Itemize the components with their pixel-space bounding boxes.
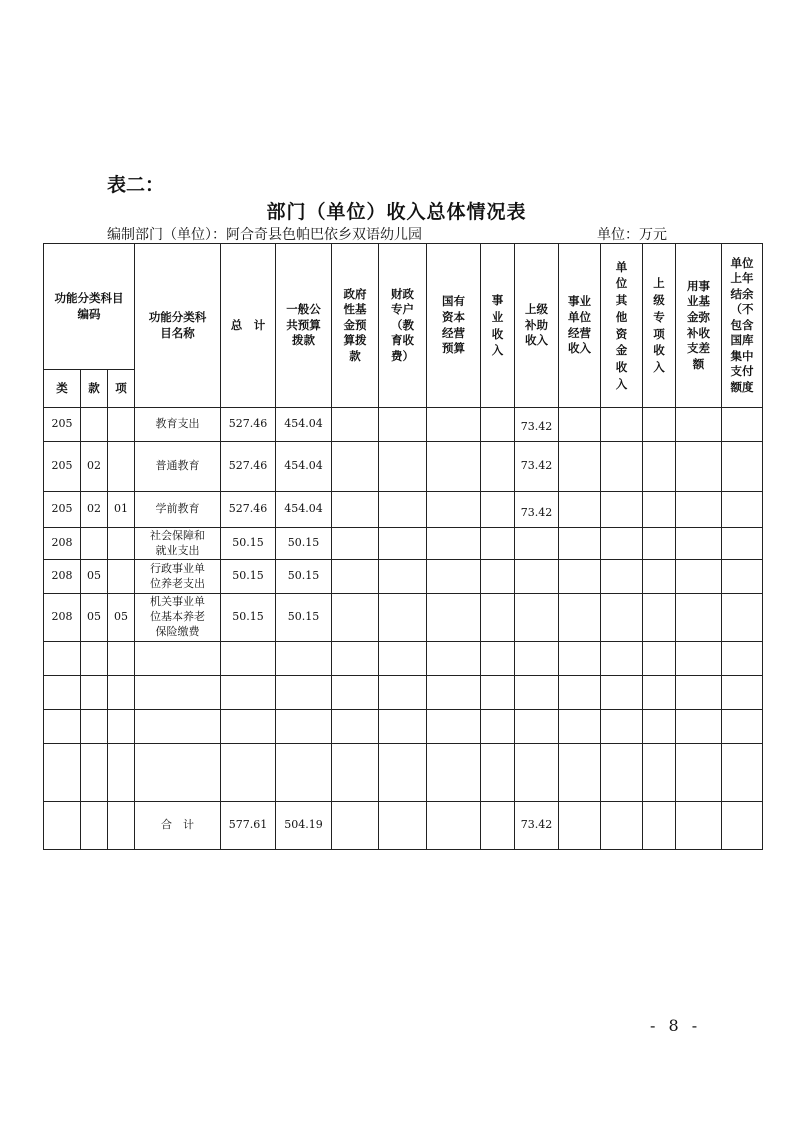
cell-general: 454.04 bbox=[276, 492, 332, 528]
cell-lei: 205 bbox=[44, 408, 81, 442]
total-total: 577.61 bbox=[221, 802, 276, 850]
cell-empty bbox=[643, 528, 676, 560]
cell-xiang: 01 bbox=[108, 492, 135, 528]
cell-empty bbox=[379, 408, 427, 442]
total-label: 合 计 bbox=[135, 802, 221, 850]
compiling-department: 编制部门（单位）：阿合奇县色帕巴依乡双语幼儿园 bbox=[107, 227, 422, 243]
header-general-budget: 一般公共预算拨款 bbox=[276, 244, 332, 408]
header-lei: 类 bbox=[44, 370, 81, 408]
table-row bbox=[44, 492, 763, 528]
cell-empty bbox=[427, 528, 481, 560]
cell-total: 50.15 bbox=[221, 560, 276, 594]
header-superior-special: 上级专项收入 bbox=[643, 244, 676, 408]
header-other-funds: 单位其他资金收入 bbox=[601, 244, 643, 408]
cell-empty bbox=[379, 492, 427, 528]
blank-row bbox=[44, 676, 763, 710]
cell-empty bbox=[601, 528, 643, 560]
cell-kuan: 02 bbox=[81, 492, 108, 528]
cell-empty bbox=[676, 594, 722, 642]
cell-superior: 73.42 bbox=[515, 442, 559, 492]
cell-general: 50.15 bbox=[276, 560, 332, 594]
cell-empty bbox=[676, 408, 722, 442]
header-career-operating: 事业单位经营收入 bbox=[559, 244, 601, 408]
cell-empty bbox=[379, 528, 427, 560]
total-row bbox=[44, 802, 763, 850]
cell-empty bbox=[481, 492, 515, 528]
cell-empty bbox=[481, 594, 515, 642]
cell-empty bbox=[722, 594, 763, 642]
cell-xiang: 05 bbox=[108, 594, 135, 642]
cell-empty bbox=[332, 492, 379, 528]
cell-name: 普通教育 bbox=[135, 442, 221, 492]
cell-xiang bbox=[108, 442, 135, 492]
header-name: 功能分类科目名称 bbox=[135, 244, 221, 408]
cell-empty bbox=[332, 528, 379, 560]
cell-empty bbox=[676, 442, 722, 492]
cell-empty bbox=[332, 594, 379, 642]
table-row bbox=[44, 408, 763, 442]
cell-general: 50.15 bbox=[276, 594, 332, 642]
cell-empty bbox=[559, 442, 601, 492]
cell-empty bbox=[427, 594, 481, 642]
cell-empty bbox=[601, 560, 643, 594]
cell-name: 机关事业单位基本养老保险缴费 bbox=[135, 594, 221, 642]
cell-kuan bbox=[81, 528, 108, 560]
cell-total: 50.15 bbox=[221, 528, 276, 560]
cell-lei: 205 bbox=[44, 492, 81, 528]
cell-empty bbox=[676, 492, 722, 528]
cell-lei: 208 bbox=[44, 560, 81, 594]
blank-row bbox=[44, 744, 763, 802]
cell-general: 50.15 bbox=[276, 528, 332, 560]
cell-empty bbox=[676, 560, 722, 594]
cell-empty bbox=[643, 442, 676, 492]
header-total: 总 计 bbox=[221, 244, 276, 408]
cell-empty bbox=[481, 442, 515, 492]
cell-lei: 208 bbox=[44, 528, 81, 560]
cell-general: 454.04 bbox=[276, 408, 332, 442]
cell-empty bbox=[601, 492, 643, 528]
unit-label: 单位：万元 bbox=[597, 227, 667, 243]
cell-empty bbox=[722, 560, 763, 594]
table-row bbox=[44, 442, 763, 492]
cell-empty bbox=[643, 492, 676, 528]
blank-row bbox=[44, 642, 763, 676]
cell-total: 527.46 bbox=[221, 492, 276, 528]
cell-xiang bbox=[108, 408, 135, 442]
header-use-balance: 用事业基金弥补收支差额 bbox=[676, 244, 722, 408]
cell-empty bbox=[559, 408, 601, 442]
page-label: 表二： bbox=[107, 174, 165, 196]
cell-empty bbox=[379, 594, 427, 642]
cell-lei: 208 bbox=[44, 594, 81, 642]
cell-superior: 73.42 bbox=[515, 492, 559, 528]
header-prev-year-balance: 单位上年结余（不包含国库集中支付额度 bbox=[722, 244, 763, 408]
header-row bbox=[44, 244, 763, 370]
cell-superior bbox=[515, 528, 559, 560]
cell-empty bbox=[676, 528, 722, 560]
cell-empty bbox=[481, 528, 515, 560]
header-code-group: 功能分类科目编码 bbox=[44, 244, 135, 370]
cell-empty bbox=[332, 408, 379, 442]
cell-empty bbox=[379, 560, 427, 594]
total-general: 504.19 bbox=[276, 802, 332, 850]
cell-empty bbox=[601, 594, 643, 642]
cell-name: 教育支出 bbox=[135, 408, 221, 442]
cell-empty bbox=[332, 442, 379, 492]
cell-superior bbox=[515, 594, 559, 642]
cell-empty bbox=[601, 408, 643, 442]
cell-empty bbox=[722, 408, 763, 442]
document-title: 部门（单位）收入总体情况表 bbox=[266, 201, 527, 223]
cell-empty bbox=[559, 594, 601, 642]
cell-total: 527.46 bbox=[221, 408, 276, 442]
cell-superior bbox=[515, 560, 559, 594]
cell-kuan: 02 bbox=[81, 442, 108, 492]
page-number: - 8 - bbox=[650, 1016, 702, 1035]
cell-empty bbox=[643, 560, 676, 594]
cell-empty bbox=[559, 560, 601, 594]
cell-empty bbox=[481, 408, 515, 442]
cell-name: 学前教育 bbox=[135, 492, 221, 528]
header-state-capital: 国有资本经营预算 bbox=[427, 244, 481, 408]
header-kuan: 款 bbox=[81, 370, 108, 408]
cell-empty bbox=[643, 408, 676, 442]
cell-empty bbox=[722, 442, 763, 492]
header-career-income: 事业收入 bbox=[481, 244, 515, 408]
cell-empty bbox=[559, 492, 601, 528]
cell-superior: 73.42 bbox=[515, 408, 559, 442]
cell-name: 社会保障和就业支出 bbox=[135, 528, 221, 560]
table-row bbox=[44, 528, 763, 560]
header-xiang: 项 bbox=[108, 370, 135, 408]
cell-empty bbox=[722, 492, 763, 528]
cell-kuan: 05 bbox=[81, 560, 108, 594]
cell-empty bbox=[332, 560, 379, 594]
cell-empty bbox=[379, 442, 427, 492]
cell-empty bbox=[427, 408, 481, 442]
header-superior-subsidy: 上级补助收入 bbox=[515, 244, 559, 408]
cell-total: 527.46 bbox=[221, 442, 276, 492]
cell-xiang bbox=[108, 560, 135, 594]
header-fiscal-special: 财政专户（教育收费） bbox=[379, 244, 427, 408]
header-gov-fund: 政府性基金预算拨款 bbox=[332, 244, 379, 408]
cell-total: 50.15 bbox=[221, 594, 276, 642]
table-row bbox=[44, 560, 763, 594]
cell-empty bbox=[722, 528, 763, 560]
table-row bbox=[44, 594, 763, 642]
cell-general: 454.04 bbox=[276, 442, 332, 492]
cell-empty bbox=[601, 442, 643, 492]
total-superior: 73.42 bbox=[515, 802, 559, 850]
cell-lei: 205 bbox=[44, 442, 81, 492]
cell-empty bbox=[559, 528, 601, 560]
cell-empty bbox=[427, 560, 481, 594]
cell-name: 行政事业单位养老支出 bbox=[135, 560, 221, 594]
income-table bbox=[43, 243, 763, 850]
cell-xiang bbox=[108, 528, 135, 560]
cell-empty bbox=[427, 492, 481, 528]
blank-row bbox=[44, 710, 763, 744]
cell-empty bbox=[643, 594, 676, 642]
cell-kuan bbox=[81, 408, 108, 442]
cell-empty bbox=[481, 560, 515, 594]
cell-kuan: 05 bbox=[81, 594, 108, 642]
cell-empty bbox=[427, 442, 481, 492]
